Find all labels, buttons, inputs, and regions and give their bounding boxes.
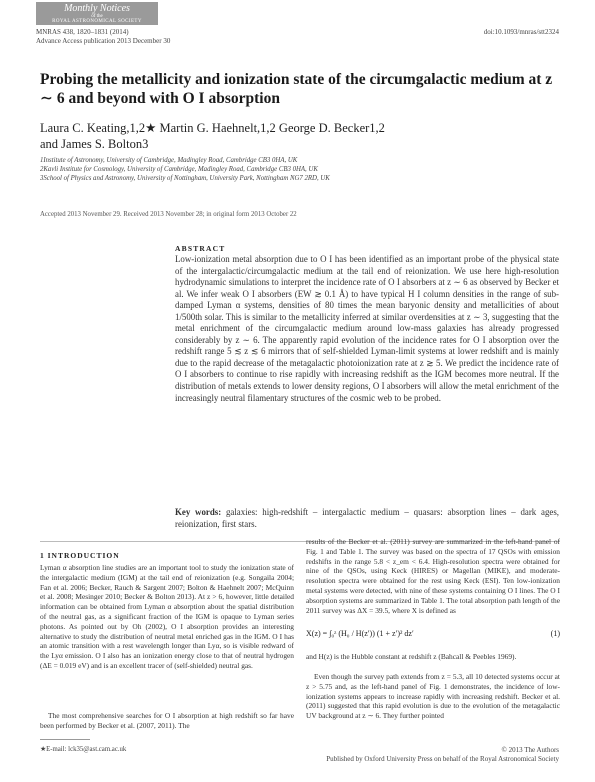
logo-society: ROYAL ASTRONOMICAL SOCIETY (52, 19, 142, 24)
equation-formula: X(z) = ∫₀ᶻ (H₀ / H(z′)) (1 + z′)² dz′ (306, 629, 414, 638)
abstract-text: Low-ionization metal absorption due to O I has been identified as an important probe of the physical state of the intergalactic/circumgalactic medium at the tail end of reionization. We use here high-resolution hydrodynamic simulations to interpret the incidence rate of O I absorbers at z ∼ 6 as observed by Becker et al. We infer weak O I absorbers (EW ≳ 0.1 Å) to have typical H I column densities in the range of sub-damped Lyman α systems, densities of 80 times the mean baryonic density and metallicities of about 1/500th solar. This is similar to the metallicity inferred at similar overdensities at z ∼ 3, suggesting that the metal enrichment of the circumgalactic medium around low-mass galaxies has already progressed considerably by z ∼ 6. The apparently rapid evolution of the incidence rates for O I absorption over the redshift range 5 ≲ z ≲ 6 mirrors that of self-shielded Lyman-limit systems at lower redshift and is mainly due to the rapid decrease of the metagalactic photoionization rate at z ≳ 5. We predict the incidence rate of O I absorbers to continue to rise rapidly with increasing redshift as the IGM becomes more neutral. If the distribution of metals extends to lower density regions, O I absorbers will allow the metal enrichment of the increasingly neutral filamentary structures of the cosmic web to be probed. (175, 254, 559, 403)
keywords-text: galaxies: high-redshift – intergalactic medium – quasars: absorption lines – dark ages, reionization, first stars. (175, 507, 559, 529)
authors-line-2: and James S. Bolton3 (40, 137, 149, 151)
intro-left-paragraph-1: Lyman α absorption line studies are an important tool to study the ionization state of the intergalactic medium (IGM) at the tail end of reionization (e.g. Songaila 2004; Fan et al. 2006; Becker, Rauch & Sargent 2007; Bolton & Haehnelt 2007; McQuinn et al. 2008; Mesinger 2010; Becker & Bolton 2013). At z > 6, however, little detailed information can be obtained from Lyman α absorption about the spatial distribution of the neutral gas, as a significant fraction of the IGM is opaque to Lyman series photons. As pointed out by Oh (2002), O I absorption provides an interesting alternative to study the distribution of neutral metal enriched gas in the IGM. O I has an atomic transition with a rest wavelength longer than Lyα, so is visible redward of the Lyα emission. O I also has an ionization energy close to that of neutral hydrogen (ΔE = 0.019 eV) and is an excellent tracer of (self-shielded) neutral gas. (40, 563, 294, 670)
affiliation-1: 1Institute of Astronomy, University of Cambridge, Madingley Road, Cambridge CB3 0HA, UK (40, 157, 298, 164)
equation-number: (1) (550, 629, 560, 638)
advance-access: Advance Access publication 2013 December 30 (36, 37, 171, 45)
intro-left-paragraph-2: The most comprehensive searches for O I absorption at high redshift so far have been performed by Becker et al. (2007, 2011). The (40, 711, 294, 730)
journal-citation: MNRAS 438, 1820–1831 (2014) (36, 28, 129, 36)
logo-of: of the (91, 14, 103, 19)
publisher-line: Published by Oxford University Press on behalf of the Royal Astronomical Society (326, 755, 559, 763)
intro-right-paragraph-3: Even though the survey path extends from z = 5.3, all 10 detected systems occur at z > 5.75 and, as the left-hand panel of Fig. 1 demonstrates, the incidence of low-ionization systems appears to increase rapidly with increasing redshift. Becker et al. (2011) suggested that this rapid evolution is due to the evolution of the metagalactic UV background at z ∼ 6. They further pointed (306, 672, 560, 721)
intro-right-paragraph-2: and H(z) is the Hubble constant at redshift z (Bahcall & Peebles 1969). (306, 652, 517, 661)
keywords (175, 507, 559, 530)
equation-1 (306, 625, 560, 647)
authors-line-1: Laura C. Keating,1,2★ Martin G. Haehnelt,1,2 George D. Becker1,2 (40, 121, 385, 135)
doi-link[interactable]: doi:10.1093/mnras/stt2324 (483, 28, 559, 36)
intro-right-paragraph-1: results of the Becker et al. (2011) survey are summarized in the left-hand panel of Fig. 1 and Table 1. The survey was based on the spectra of 17 QSOs with emission redshifts in the range 5.8 < z_em < 6.4. High-resolution spectra were obtained for nine of the QSOs, using Keck (HIRES) or Magellan (MIKE), and moderate-resolution spectra were obtained for the rest using Keck (ESI). Ten low-ionization metal systems were detected, with nine of these systems containing O I lines. The O I absorption systems are summarized in Table 1. The total absorption path length of the 2011 survey was ΔX = 39.5, where X is defined as (306, 537, 560, 615)
author-email[interactable]: ★E-mail: lck35@ast.cam.ac.uk (40, 746, 127, 753)
accepted-dates: Accepted 2013 November 29. Received 2013 November 28; in original form 2013 October 22 (40, 211, 297, 218)
author-list (40, 120, 560, 152)
journal-logo (36, 2, 158, 25)
keywords-label: Key words: (175, 507, 222, 517)
paper-title: Probing the metallicity and ionization state of the circumgalactic medium at z ∼ 6 and beyond with O I absorption (40, 71, 553, 107)
copyright-line: © 2013 The Authors (501, 746, 559, 754)
affiliation-2: 2Kavli Institute for Cosmology, University of Cambridge, Madingley Road, Cambridge CB3 0HA, UK (40, 166, 318, 173)
affiliation-3: 3School of Physics and Astronomy, University of Nottingham, University Park, Nottingham NG7 2RD, UK (40, 175, 330, 182)
intro-heading: 1 INTRODUCTION (40, 551, 120, 560)
abstract-heading: ABSTRACT (175, 244, 226, 253)
copyright-block (326, 746, 559, 764)
logo-title: Monthly Notices (64, 3, 130, 14)
footnote-rule (40, 739, 90, 740)
